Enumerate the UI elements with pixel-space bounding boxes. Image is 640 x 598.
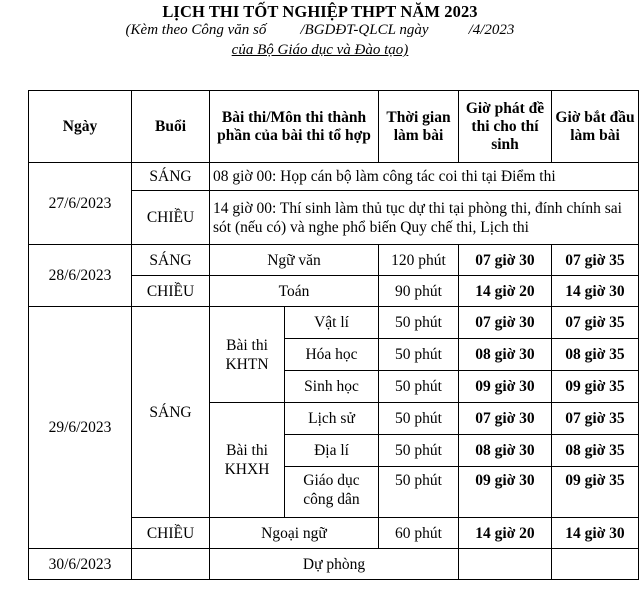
ref-part-b: /BGDĐT-QLCL ngày — [300, 22, 429, 38]
note-cell: Dự phòng — [210, 549, 459, 580]
duration-cell: 50 phút — [379, 403, 459, 435]
header-subject: Bài thi/Môn thi thành phần của bài thi tổ hợp — [210, 91, 379, 163]
paper-time-cell: 07 giờ 30 — [459, 403, 552, 435]
duration-cell: 50 phút — [379, 467, 459, 518]
start-time-cell: 08 giờ 35 — [552, 339, 639, 371]
note-cell: 14 giờ 00: Thí sinh làm thủ tục dự thi tại phòng thi, đính chính sai sót (nếu có) và nghe phổ biến Quy chế thi, Lịch thi — [210, 191, 639, 245]
paper-time-cell: 07 giờ 30 — [459, 245, 552, 276]
duration-cell: 90 phút — [379, 276, 459, 307]
duration-cell: 50 phút — [379, 339, 459, 371]
session-cell: CHIỀU — [132, 518, 210, 549]
start-time-cell: 09 giờ 35 — [552, 467, 639, 518]
ref-part-a: (Kèm theo Công văn số — [125, 22, 267, 38]
subject-cell: Ngoại ngữ — [210, 518, 379, 549]
document-reference — [0, 22, 640, 39]
start-time-cell: 07 giờ 35 — [552, 403, 639, 435]
table-row — [29, 307, 639, 339]
table-row — [29, 245, 639, 276]
date-cell: 28/6/2023 — [29, 245, 132, 307]
date-cell: 29/6/2023 — [29, 307, 132, 549]
note-cell: 08 giờ 00: Họp cán bộ làm công tác coi thi tại Điểm thi — [210, 163, 639, 191]
date-cell: 30/6/2023 — [29, 549, 132, 580]
ref-part-c: /4/2023 — [468, 22, 515, 38]
header-start-time: Giờ bắt đầu làm bài — [552, 91, 639, 163]
session-cell: SÁNG — [132, 163, 210, 191]
start-time-cell: 07 giờ 35 — [552, 307, 639, 339]
start-time-cell: 07 giờ 35 — [552, 245, 639, 276]
duration-cell: 50 phút — [379, 307, 459, 339]
table-header-row — [29, 91, 639, 163]
date-cell: 27/6/2023 — [29, 163, 132, 245]
group-cell-khtn: Bài thi KHTN — [210, 307, 285, 403]
paper-time-cell: 09 giờ 30 — [459, 467, 552, 518]
paper-time-cell: 14 giờ 20 — [459, 518, 552, 549]
exam-schedule-table — [28, 90, 639, 580]
table-row — [29, 549, 639, 580]
start-time-cell — [552, 549, 639, 580]
paper-time-cell: 14 giờ 20 — [459, 276, 552, 307]
session-cell: SÁNG — [132, 245, 210, 276]
subject-cell: Hóa học — [285, 339, 379, 371]
subject-cell: Địa lí — [285, 435, 379, 467]
duration-cell: 50 phút — [379, 435, 459, 467]
table-row — [29, 163, 639, 191]
duration-cell: 60 phút — [379, 518, 459, 549]
header-duration: Thời gian làm bài — [379, 91, 459, 163]
session-cell — [132, 549, 210, 580]
duration-cell: 50 phút — [379, 371, 459, 403]
session-cell: SÁNG — [132, 307, 210, 518]
document-issuer — [0, 42, 640, 59]
session-cell: CHIỀU — [132, 276, 210, 307]
document-title: LỊCH THI TỐT NGHIỆP THPT NĂM 2023 — [162, 2, 478, 21]
issuer-text: của Bộ Giáo dục và Đào tạo) — [231, 42, 409, 58]
paper-time-cell — [459, 549, 552, 580]
subject-cell: Ngữ văn — [210, 245, 379, 276]
start-time-cell: 14 giờ 30 — [552, 276, 639, 307]
paper-time-cell: 08 giờ 30 — [459, 339, 552, 371]
subject-cell: Sinh học — [285, 371, 379, 403]
duration-cell: 120 phút — [379, 245, 459, 276]
paper-time-cell: 08 giờ 30 — [459, 435, 552, 467]
subject-cell: Lịch sử — [285, 403, 379, 435]
start-time-cell: 09 giờ 35 — [552, 371, 639, 403]
paper-time-cell: 07 giờ 30 — [459, 307, 552, 339]
session-cell: CHIỀU — [132, 191, 210, 245]
subject-cell: Vật lí — [285, 307, 379, 339]
header-day: Ngày — [29, 91, 132, 163]
header-paper-time: Giờ phát đề thi cho thí sinh — [459, 91, 552, 163]
subject-cell: Toán — [210, 276, 379, 307]
header-session: Buổi — [132, 91, 210, 163]
paper-time-cell: 09 giờ 30 — [459, 371, 552, 403]
start-time-cell: 08 giờ 35 — [552, 435, 639, 467]
subject-cell: Giáo dục công dân — [285, 467, 379, 518]
group-cell-khxh: Bài thi KHXH — [210, 403, 285, 518]
start-time-cell: 14 giờ 30 — [552, 518, 639, 549]
